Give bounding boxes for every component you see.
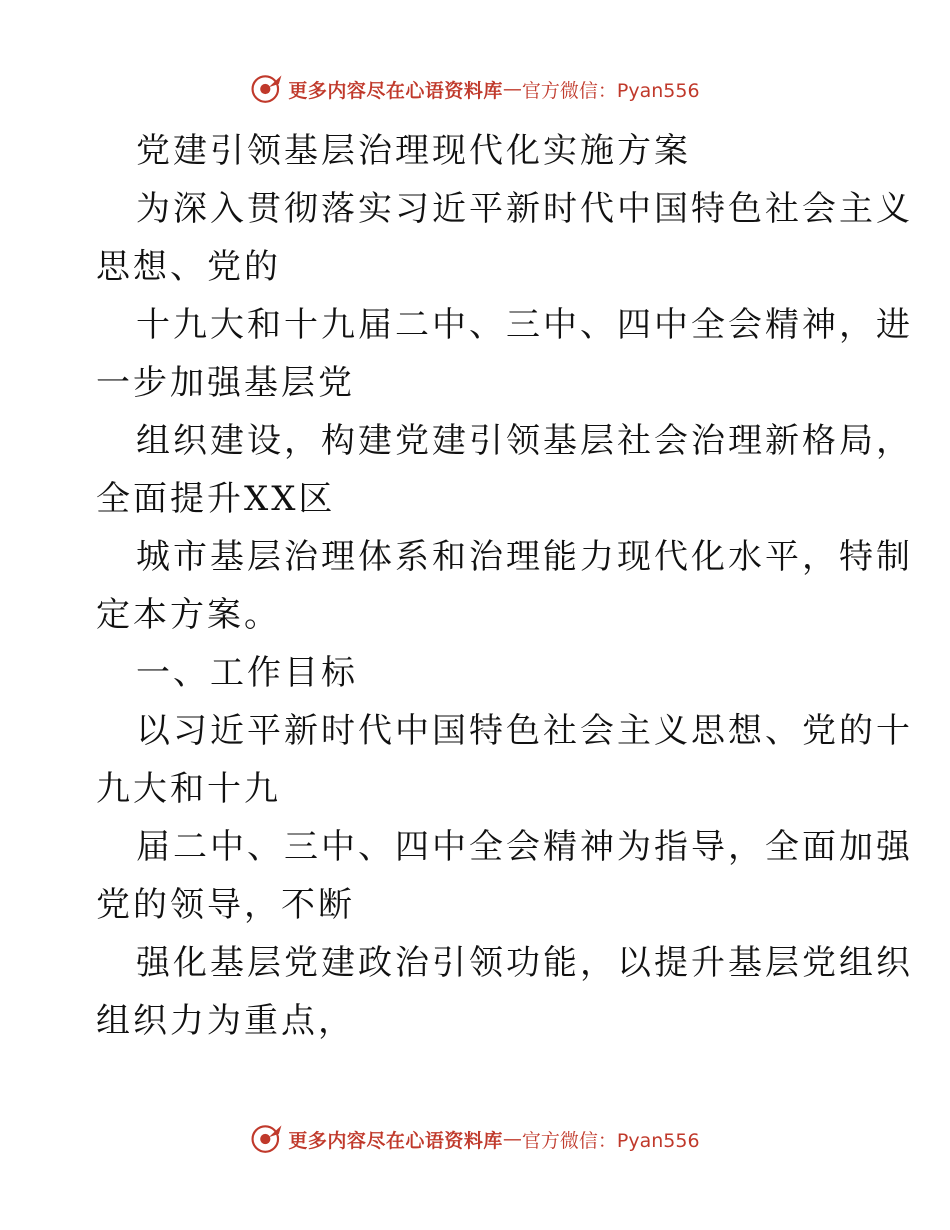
watermark-contact: 官方微信：Pyan556 <box>521 79 700 102</box>
paragraph-line: 十九大和十九届二中、三中、四中全会精神，进 <box>136 305 913 345</box>
section-heading: 一、工作目标 <box>136 653 358 693</box>
header-watermark <box>0 72 950 106</box>
paragraph-line: 以习近平新时代中国特色社会主义思想、党的十 <box>136 711 913 751</box>
watermark-brand: 更多内容尽在心语资料库 <box>288 79 503 102</box>
quill-pen-logo-icon <box>250 1122 284 1156</box>
watermark-separator: — <box>502 78 522 100</box>
paragraph-line: 一步加强基层党 <box>96 363 355 403</box>
document-body <box>96 122 913 1050</box>
watermark-contact: 官方微信：Pyan556 <box>521 1129 700 1152</box>
paragraph-line: 强化基层党建政治引领功能，以提升基层党组织 <box>136 943 913 983</box>
watermark-brand: 更多内容尽在心语资料库 <box>288 1129 503 1152</box>
watermark-separator: — <box>502 1128 522 1150</box>
paragraph-line: 思想、党的 <box>96 247 281 287</box>
paragraph-line: 组织力为重点， <box>96 1001 355 1041</box>
paragraph-line: 为深入贯彻落实习近平新时代中国特色社会主义 <box>136 189 913 229</box>
quill-pen-logo-icon <box>250 72 284 106</box>
paragraph-line: 定本方案。 <box>96 595 281 635</box>
paragraph-line: 城市基层治理体系和治理能力现代化水平，特制 <box>136 537 913 577</box>
document-title: 党建引领基层治理现代化实施方案 <box>136 131 691 171</box>
paragraph-line: 组织建设，构建党建引领基层社会治理新格局， <box>136 421 913 461</box>
paragraph-line: 党的领导，不断 <box>96 885 355 925</box>
footer-watermark <box>0 1122 950 1156</box>
paragraph-line: 届二中、三中、四中全会精神为指导，全面加强 <box>136 827 913 867</box>
paragraph-line: 九大和十九 <box>96 769 281 809</box>
paragraph-line: 全面提升XX区 <box>96 479 336 519</box>
